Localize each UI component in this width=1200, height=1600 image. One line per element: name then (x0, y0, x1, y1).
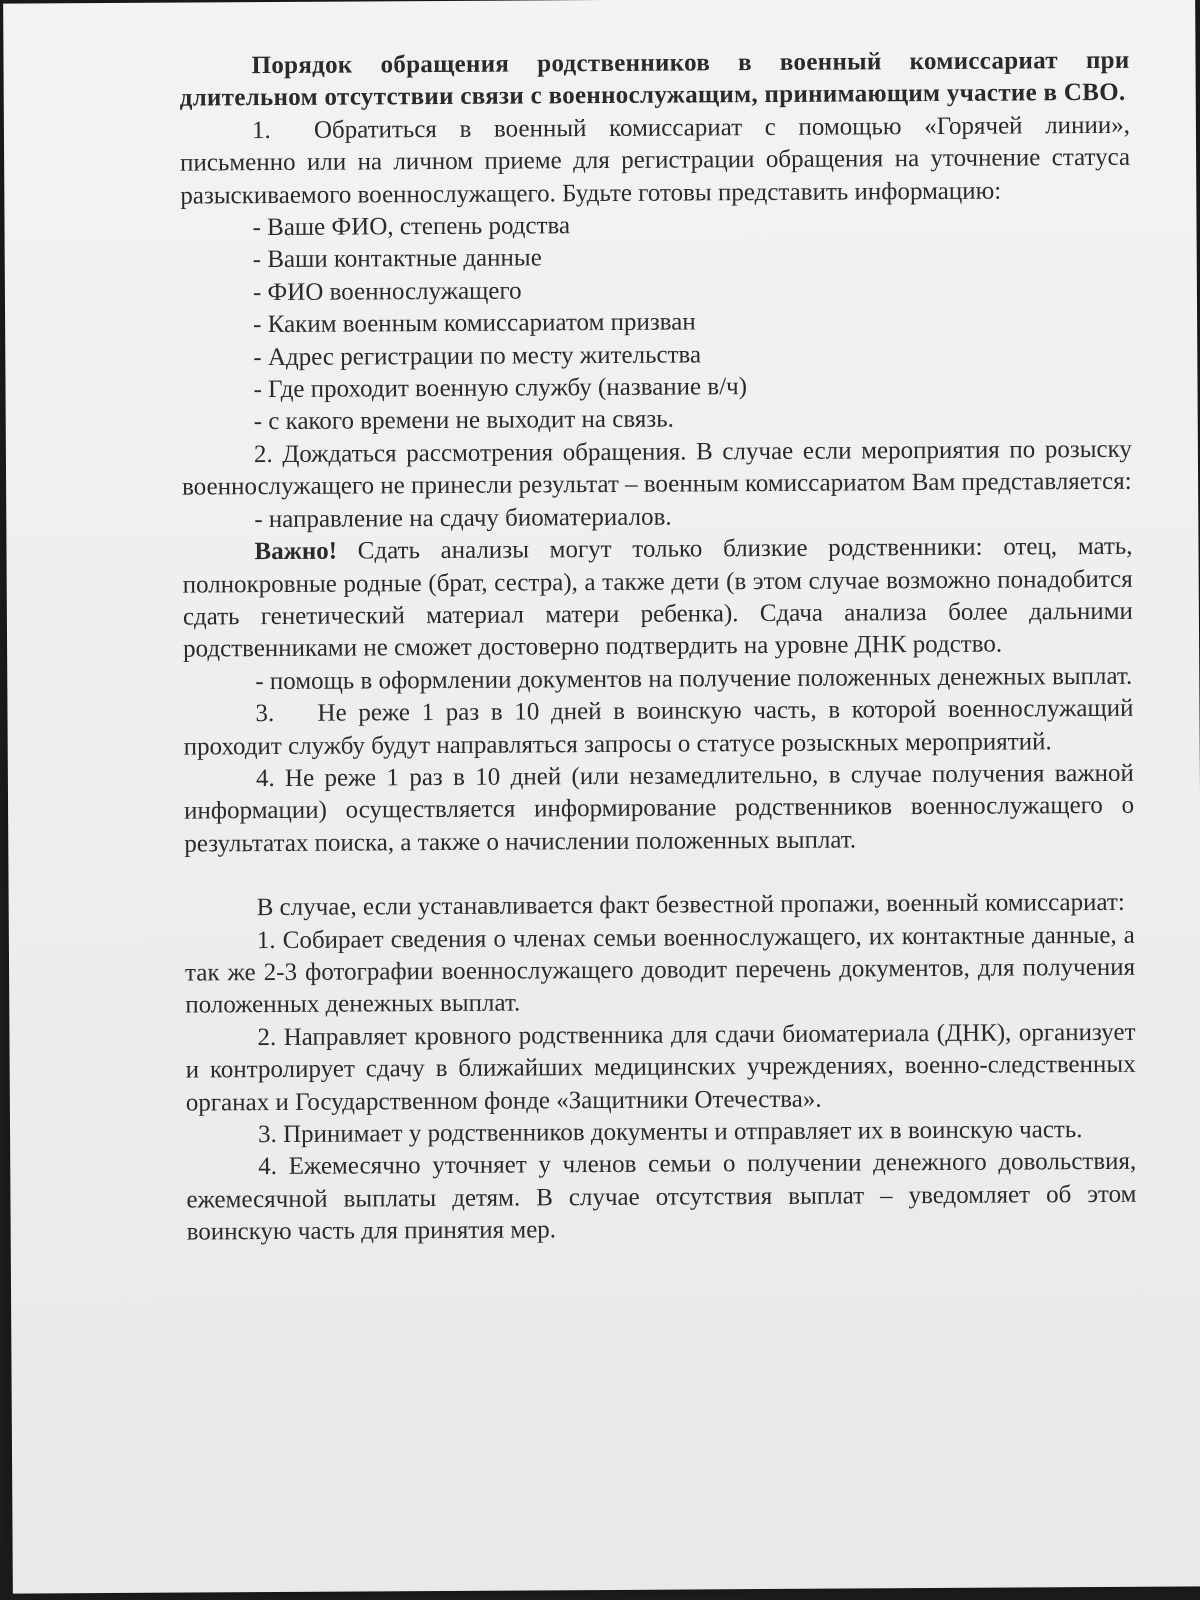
missing-intro: В случае, если устанавливается факт безвестной пропажи, военный комиссариат: (256, 888, 1125, 922)
missing-step: 4. Ежемесячно уточняет у членов семьи о получении денежного довольствия, ежемесячной выплаты детям. В случае отсутствия выплат – уведомляет об этом воинскую часть для принятия мер. (186, 1148, 1137, 1246)
important-text: Сдать анализы могут только близкие родственники: отец, мать, полнокровные родные (брат, сестра), а также дети (в этом случае возможно понадобится сдать генетический материал матери ребенка). Сдача анализа более дальними родственниками не сможет достоверно подтвердить на уровне ДНК родство. (182, 532, 1133, 663)
document-title: Порядок обращения родственников в военный комиссариат при длительном отсутствии связи с военнослужащим, принимающим участие в СВО. (179, 46, 1130, 112)
step-1-number: 1. (251, 116, 271, 144)
missing-steps-list (185, 919, 1137, 1249)
document-body (179, 45, 1136, 1249)
step-2-paragraph: 2. Дождаться рассмотрения обращения. В случае если мероприятия по розыску военнослужащего не принесли результат – военным комиссариатом Вам представляется: (182, 435, 1132, 501)
document-sheet (3, 0, 1200, 1594)
important-label: Важно! (254, 537, 338, 566)
info-list-item: - ФИО военнослужащего (252, 277, 522, 306)
info-list-item: - Где проходит военную службу (название в/ч) (253, 373, 748, 404)
step-4-paragraph: 4. Не реже 1 раз в 10 дней (или незамедлительно, в случае получения важной информации) осуществляется информирование родственников военнослужащего о результатах поиска, а также о начислении положенных выплат. (184, 759, 1135, 858)
payments-bullet: - помощь в оформлении документов на получение положенных денежных выплат. (255, 662, 1133, 695)
info-list-item: - Ваши контактные данные (252, 244, 542, 274)
info-list-item: - с какого времени не выходит на связь. (253, 406, 674, 436)
step-3-paragraph (183, 693, 1133, 764)
step-1-text: Обратиться в военный комиссариат с помощью «Горячей линии», письменно или на личном приеме для регистрации обращения на уточнение статуса разыскиваемого военнослужащего. Будьте готовы представить информацию: (180, 111, 1131, 210)
info-list-item: - Каким военным комиссариатом призван (253, 308, 696, 339)
info-list-item: - Ваше ФИО, степень родства (252, 212, 571, 242)
missing-step: 2. Направляет кровного родственника для сдачи биоматериала (ДНК), организует и контролирует сдачу в ближайших медицинских учреждениях, военно-следственных органах и Государственном фонде «Защитники Отечества». (185, 1018, 1136, 1117)
step-3-number: 3. (255, 700, 275, 728)
biomaterial-bullet: - направление на сдачу биоматериалов. (254, 503, 672, 533)
step-1-paragraph (180, 110, 1131, 213)
info-list-item: - Адрес регистрации по месту жительства (253, 341, 702, 371)
missing-step: 3. Принимает у родственников документы и отправляет их в воинскую часть. (257, 1116, 1083, 1149)
missing-step: 1. Собирает сведения о членах семьи военнослужащего, их контактные данные, а так же 2-3 фотографии военнослужащего доводит перечень документов, для получения положенных денежных выплат. (184, 921, 1136, 1019)
important-note (182, 531, 1133, 666)
step-3-text: Не реже 1 раз в 10 дней в воинскую часть, в которой военнослужащий проходит службу будут направляться запросы о статусе розыскных мероприятий. (183, 694, 1134, 761)
info-list (180, 207, 1131, 440)
